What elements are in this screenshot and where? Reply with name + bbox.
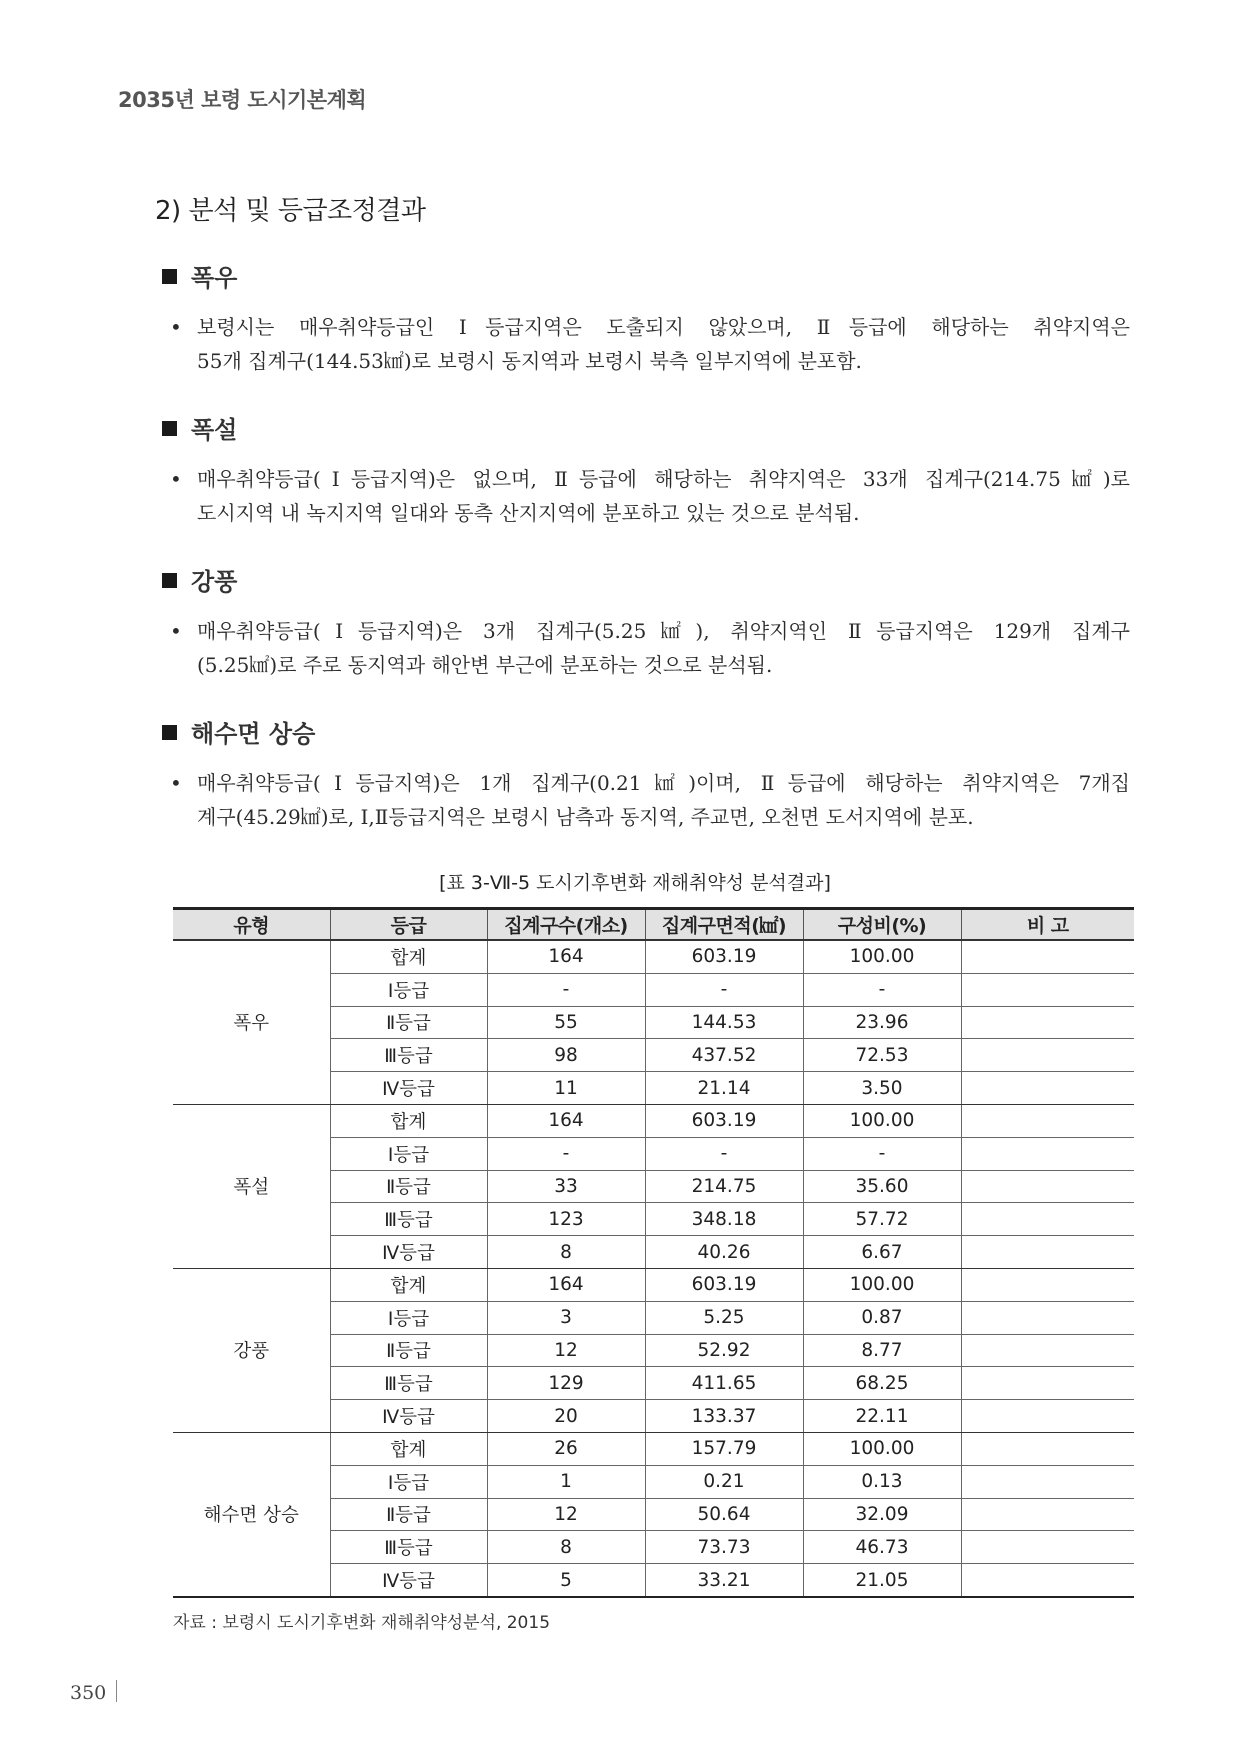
cell-note: [961, 1564, 1134, 1597]
cell-area: 0.21: [645, 1465, 803, 1498]
square-bullet-icon: [162, 421, 177, 436]
bullet: •: [170, 467, 182, 491]
cell-count: 33: [487, 1170, 645, 1203]
cell-ratio: 100.00: [803, 1268, 961, 1301]
table-row: [173, 940, 1134, 973]
cell-note: [961, 1400, 1134, 1433]
cell-grade: Ⅲ등급: [330, 1367, 487, 1400]
table-row: [173, 1104, 1134, 1137]
cell-count: 11: [487, 1072, 645, 1105]
cell-note: [961, 1104, 1134, 1137]
cell-note: [961, 973, 1134, 1006]
running-header: 2035년 보령 도시기본계획: [118, 88, 367, 112]
table-caption: [표 3-Ⅶ-5 도시기후변화 재해취약성 분석결과]: [439, 872, 831, 894]
cell-ratio: 8.77: [803, 1334, 961, 1367]
cell-area: 214.75: [645, 1170, 803, 1203]
cell-note: [961, 1137, 1134, 1170]
cell-area: 52.92: [645, 1334, 803, 1367]
cell-note: [961, 1465, 1134, 1498]
cell-ratio: 6.67: [803, 1236, 961, 1269]
table-body: [173, 940, 1134, 1597]
cell-note: [961, 1432, 1134, 1465]
paragraph-line: 계구(45.29㎢)로, Ⅰ,Ⅱ등급지역은 보령시 남측과 동지역, 주교면, 오천면 도서지역에 분포.: [197, 805, 974, 829]
cell-area: 21.14: [645, 1072, 803, 1105]
cell-grade: Ⅲ등급: [330, 1039, 487, 1072]
column-header-ratio: 구성비(%): [803, 909, 961, 941]
cell-area: 73.73: [645, 1531, 803, 1564]
cell-grade: Ⅱ등급: [330, 1006, 487, 1039]
cell-count: 164: [487, 1268, 645, 1301]
cell-count: -: [487, 973, 645, 1006]
paragraph-line: [170, 462, 1130, 496]
cell-area: 411.65: [645, 1367, 803, 1400]
square-bullet-icon: [162, 725, 177, 740]
cell-grade: Ⅰ등급: [330, 973, 487, 1006]
cell-ratio: 46.73: [803, 1531, 961, 1564]
square-bullet-icon: [162, 269, 177, 284]
cell-ratio: 23.96: [803, 1006, 961, 1039]
cell-note: [961, 1072, 1134, 1105]
cell-area: 5.25: [645, 1301, 803, 1334]
paragraph: [170, 614, 1130, 682]
cell-count: 123: [487, 1203, 645, 1236]
cell-count: 5: [487, 1564, 645, 1597]
cell-grade: Ⅳ등급: [330, 1236, 487, 1269]
subsection-heading: [162, 562, 237, 597]
paragraph-line: [170, 614, 1130, 648]
cell-count: -: [487, 1137, 645, 1170]
cell-grade: Ⅰ등급: [330, 1465, 487, 1498]
subsection-heading-text: 해수면 상승: [191, 720, 316, 748]
cell-count: 26: [487, 1432, 645, 1465]
page-number-divider: [116, 1680, 117, 1702]
cell-grade: Ⅳ등급: [330, 1564, 487, 1597]
paragraph: [170, 462, 1130, 530]
cell-count: 129: [487, 1367, 645, 1400]
cell-count: 8: [487, 1236, 645, 1269]
cell-grade: Ⅱ등급: [330, 1334, 487, 1367]
cell-type: 폭우: [173, 940, 330, 1104]
table-row: [173, 1432, 1134, 1465]
subsection-heading-text: 강풍: [191, 568, 238, 596]
paragraph-line: [170, 310, 1130, 344]
cell-note: [961, 940, 1134, 973]
cell-ratio: 32.09: [803, 1498, 961, 1531]
cell-type: 강풍: [173, 1268, 330, 1432]
cell-grade: 합계: [330, 1104, 487, 1137]
subsection-heading: [162, 714, 315, 749]
cell-note: [961, 1367, 1134, 1400]
cell-count: 12: [487, 1334, 645, 1367]
cell-grade: Ⅰ등급: [330, 1137, 487, 1170]
subsection-heading: [162, 258, 237, 293]
cell-ratio: 0.87: [803, 1301, 961, 1334]
cell-grade: Ⅳ등급: [330, 1400, 487, 1433]
page-number-text: 350: [70, 1682, 107, 1704]
cell-note: [961, 1236, 1134, 1269]
cell-ratio: 72.53: [803, 1039, 961, 1072]
cell-note: [961, 1203, 1134, 1236]
cell-type: 해수면 상승: [173, 1432, 330, 1596]
bullet: •: [170, 315, 182, 339]
cell-note: [961, 1334, 1134, 1367]
cell-grade: Ⅱ등급: [330, 1498, 487, 1531]
cell-ratio: 100.00: [803, 940, 961, 973]
paragraph-line: 도시지역 내 녹지지역 일대와 동측 산지지역에 분포하고 있는 것으로 분석됨.: [197, 501, 860, 525]
cell-grade: Ⅱ등급: [330, 1170, 487, 1203]
cell-area: 348.18: [645, 1203, 803, 1236]
paragraph-text: 매우취약등급(Ⅰ등급지역)은 없으며, Ⅱ등급에 해당하는 취약지역은 33개 집계구(214.75㎢)로: [197, 467, 1130, 491]
cell-area: 50.64: [645, 1498, 803, 1531]
cell-count: 3: [487, 1301, 645, 1334]
paragraph-line: 55개 집계구(144.53㎢)로 보령시 동지역과 보령시 북측 일부지역에 분포함.: [197, 349, 862, 373]
cell-area: 437.52: [645, 1039, 803, 1072]
cell-area: 157.79: [645, 1432, 803, 1465]
cell-area: -: [645, 973, 803, 1006]
column-header-type: 유형: [173, 909, 330, 941]
cell-ratio: -: [803, 973, 961, 1006]
cell-ratio: 21.05: [803, 1564, 961, 1597]
cell-count: 12: [487, 1498, 645, 1531]
cell-note: [961, 1301, 1134, 1334]
cell-type: 폭설: [173, 1104, 330, 1268]
cell-ratio: -: [803, 1137, 961, 1170]
cell-note: [961, 1006, 1134, 1039]
cell-note: [961, 1039, 1134, 1072]
paragraph: [170, 766, 1130, 834]
cell-count: 20: [487, 1400, 645, 1433]
cell-ratio: 22.11: [803, 1400, 961, 1433]
cell-note: [961, 1170, 1134, 1203]
page-number: [70, 1680, 117, 1704]
paragraph-line: [170, 766, 1130, 800]
cell-grade: Ⅳ등급: [330, 1072, 487, 1105]
cell-ratio: 3.50: [803, 1072, 961, 1105]
cell-ratio: 57.72: [803, 1203, 961, 1236]
cell-count: 164: [487, 1104, 645, 1137]
cell-ratio: 0.13: [803, 1465, 961, 1498]
column-header-note: 비 고: [961, 909, 1134, 941]
section-title: 2) 분석 및 등급조정결과: [155, 196, 426, 226]
cell-count: 8: [487, 1531, 645, 1564]
cell-note: [961, 1498, 1134, 1531]
cell-count: 1: [487, 1465, 645, 1498]
square-bullet-icon: [162, 573, 177, 588]
paragraph: [170, 310, 1130, 378]
cell-ratio: 100.00: [803, 1104, 961, 1137]
bullet: •: [170, 771, 182, 795]
cell-ratio: 35.60: [803, 1170, 961, 1203]
cell-grade: 합계: [330, 1432, 487, 1465]
subsection-heading: [162, 410, 237, 445]
vulnerability-table: [173, 907, 1134, 1598]
bullet: •: [170, 619, 182, 643]
cell-grade: Ⅰ등급: [330, 1301, 487, 1334]
table-row: [173, 1268, 1134, 1301]
subsection-heading-text: 폭설: [191, 416, 238, 444]
table-header-row: [173, 909, 1134, 941]
column-header-count: 집계구수(개소): [487, 909, 645, 941]
cell-area: 603.19: [645, 1268, 803, 1301]
cell-note: [961, 1531, 1134, 1564]
cell-note: [961, 1268, 1134, 1301]
column-header-grade: 등급: [330, 909, 487, 941]
paragraph-text: 보령시는 매우취약등급인 Ⅰ등급지역은 도출되지 않았으며, Ⅱ등급에 해당하는 취약지역은: [197, 315, 1130, 339]
cell-grade: Ⅲ등급: [330, 1531, 487, 1564]
cell-area: -: [645, 1137, 803, 1170]
paragraph-text: 매우취약등급(Ⅰ등급지역)은 3개 집계구(5.25㎢), 취약지역인 Ⅱ등급지역은 129개 집계구: [197, 619, 1130, 643]
cell-area: 603.19: [645, 1104, 803, 1137]
cell-grade: 합계: [330, 1268, 487, 1301]
paragraph-text: 매우취약등급(Ⅰ등급지역)은 1개 집계구(0.21㎢)이며, Ⅱ등급에 해당하는 취약지역은 7개집: [197, 771, 1130, 795]
cell-ratio: 68.25: [803, 1367, 961, 1400]
cell-area: 33.21: [645, 1564, 803, 1597]
cell-area: 133.37: [645, 1400, 803, 1433]
cell-grade: Ⅲ등급: [330, 1203, 487, 1236]
column-header-area: 집계구면적(㎢): [645, 909, 803, 941]
cell-area: 144.53: [645, 1006, 803, 1039]
cell-ratio: 100.00: [803, 1432, 961, 1465]
cell-count: 55: [487, 1006, 645, 1039]
cell-grade: 합계: [330, 940, 487, 973]
source-note: 자료 : 보령시 도시기후변화 재해취약성분석, 2015: [173, 1613, 551, 1633]
paragraph-line: (5.25㎢)로 주로 동지역과 해안변 부근에 분포하는 것으로 분석됨.: [197, 653, 773, 677]
cell-area: 603.19: [645, 940, 803, 973]
cell-count: 164: [487, 940, 645, 973]
cell-count: 98: [487, 1039, 645, 1072]
cell-area: 40.26: [645, 1236, 803, 1269]
subsection-heading-text: 폭우: [191, 264, 238, 292]
